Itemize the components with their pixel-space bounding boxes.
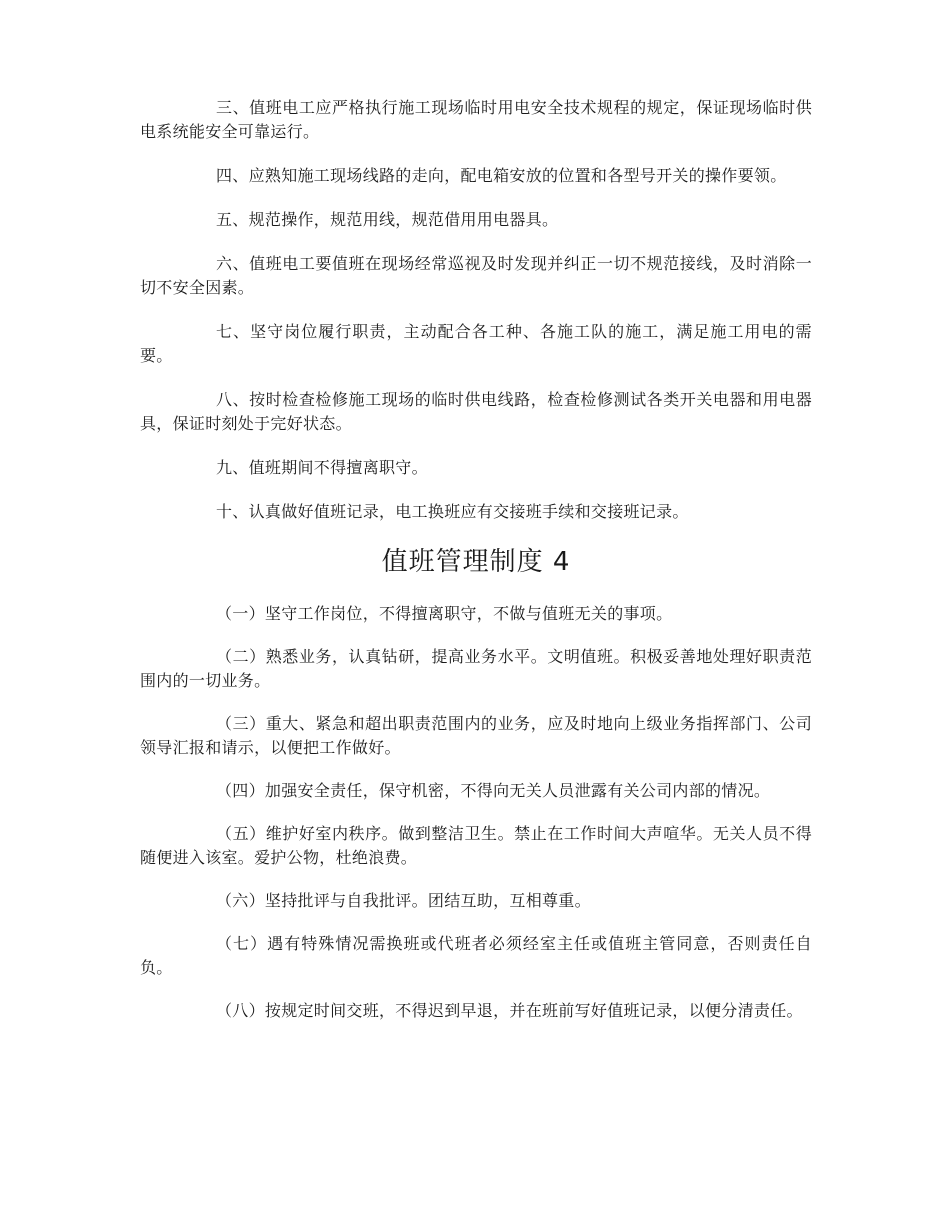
rule-item-6: （六）坚持批评与自我批评。团结互助，互相尊重。 [216, 891, 591, 910]
rule-item-9: 九、值班期间不得擅离职守。 [216, 458, 428, 477]
rule-item-1: （一）坚守工作岗位，不得擅离职守，不做与值班无关的事项。 [216, 604, 673, 623]
rule-item-3: 三、值班电工应严格执行施工现场临时用电安全技术规程的规定，保证现场临时供电系统能安全可靠运行。 [140, 98, 812, 141]
rule-item-10: 十、认真做好值班记录，电工换班应有交接班手续和交接班记录。 [216, 502, 689, 521]
duty-management-rules [140, 602, 812, 1023]
rule-item-4: （四）加强安全责任，保守机密，不得向无关人员泄露有关公司内部的情况。 [216, 781, 771, 800]
rule-item-5: 五、规范操作，规范用线，规范借用用电器具。 [216, 210, 559, 229]
rule-item-4: 四、应熟知施工现场线路的走向，配电箱安放的位置和各型号开关的操作要领。 [216, 166, 787, 185]
rule-item-7: 七、坚守岗位履行职责，主动配合各工种、各施工队的施工，满足施工用电的需要。 [140, 322, 812, 365]
document-page [140, 96, 812, 1042]
rule-item-3: （三）重大、紧急和超出职责范围内的业务，应及时地向上级业务指挥部门、公司领导汇报和请示，以便把工作做好。 [140, 714, 812, 757]
section-title: 值班管理制度 4 [381, 547, 571, 577]
rule-item-5: （五）维护好室内秩序。做到整洁卫生。禁止在工作时间大声喧华。无关人员不得随便进入该室。爱护公物，杜绝浪费。 [140, 824, 812, 867]
rule-item-2: （二）熟悉业务，认真钻研，提高业务水平。文明值班。积极妥善地处理好职责范围内的一切业务。 [140, 647, 812, 690]
rule-item-6: 六、值班电工要值班在现场经常巡视及时发现并纠正一切不规范接线，及时消除一切不安全因素。 [140, 254, 812, 297]
rule-item-8: 八、按时检查检修施工现场的临时供电线路，检查检修测试各类开关电器和用电器具，保证时刻处于完好状态。 [140, 390, 812, 433]
rule-item-7: （七）遇有特殊情况需换班或代班者必须经室主任或值班主管同意，否则责任自负。 [140, 934, 812, 977]
rule-item-8: （八）按规定时间交班，不得迟到早退，并在班前写好值班记录，以便分清责任。 [216, 1001, 803, 1020]
duty-electrician-rules [140, 96, 812, 524]
